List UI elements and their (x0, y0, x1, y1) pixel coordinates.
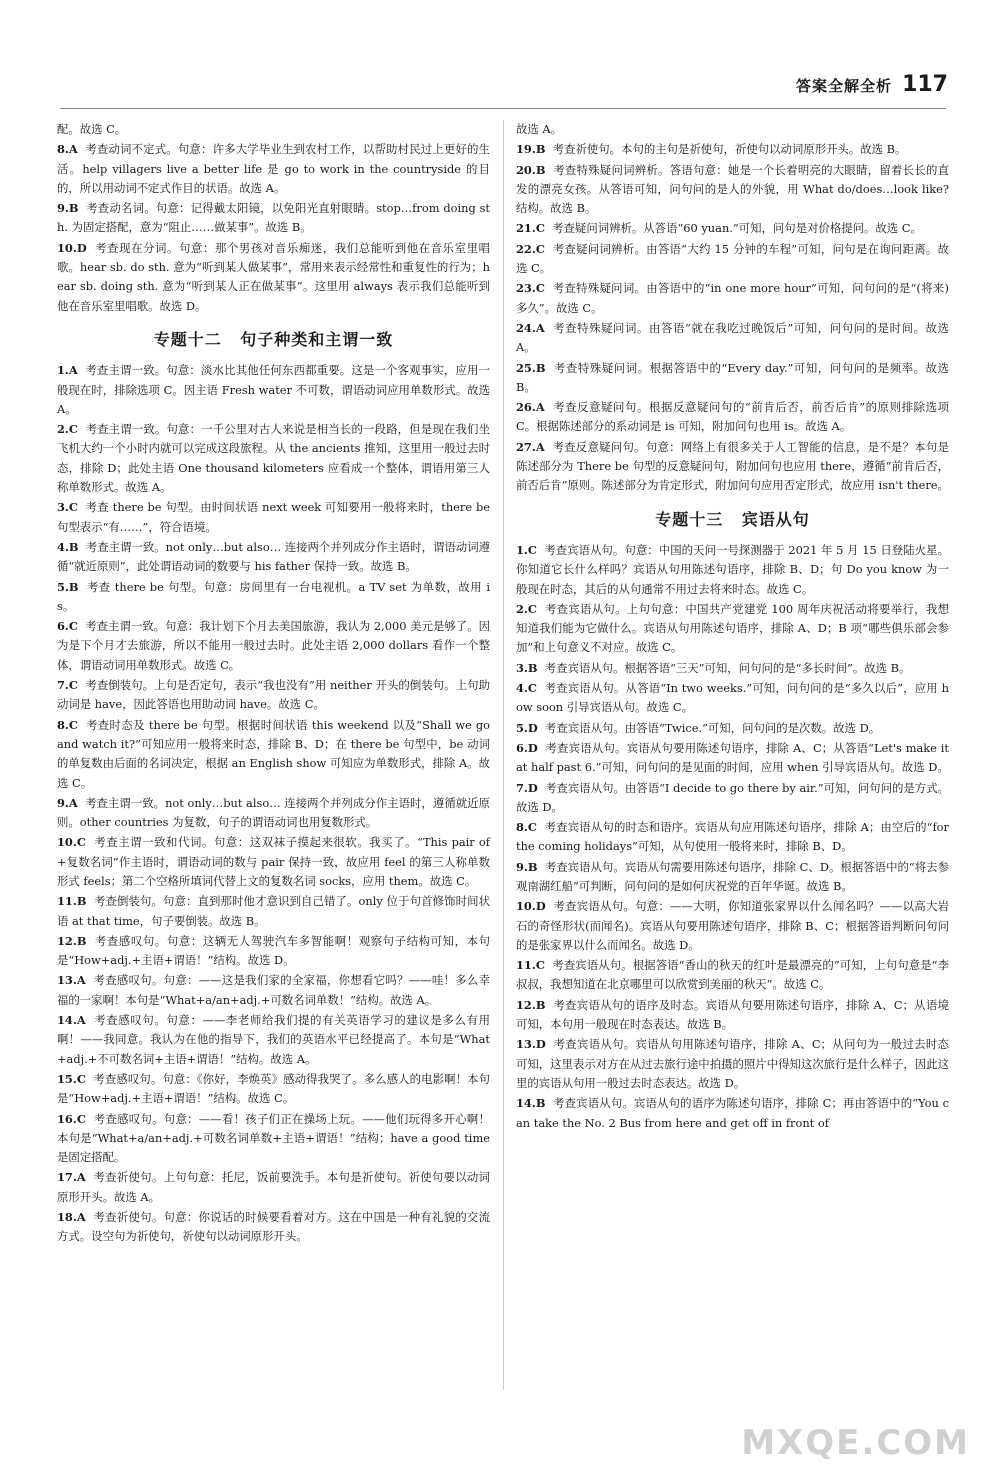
answer-explanation: 考查宾语从句。句意：——大明，你知道张家界以什么闻名吗？——以高大岩石的奇怪形状(而闻名)。宾语从句要用陈述句语序，排除 B、C；根据答语判断问句问的是张家界以什么而闻名。故选 D。 (516, 899, 949, 952)
answer-entry (516, 897, 949, 955)
answer-entry (57, 1208, 490, 1247)
answer-number: 14.B (516, 1096, 546, 1111)
answer-number: 7.C (57, 678, 78, 693)
answer-explanation: 考查疑问词辨析。从答语“60 yuan.”可知，问句是对价格提问。故选 C。 (552, 221, 922, 236)
section-heading-12 (57, 330, 490, 349)
answer-entry (57, 833, 490, 891)
answer-entry (516, 956, 949, 995)
section-title: 宾语从句 (741, 509, 810, 529)
answer-number: 8.C (516, 820, 537, 835)
answer-explanation: 考查感叹句。句意：——这是我们家的全家福，你想看它吗？——哇！多么幸福的一家啊！本句是“What+a/an+adj.+可数名词单数！”结构。故选 A。 (57, 973, 490, 1007)
answer-entry (516, 438, 949, 496)
answer-number: 9.B (57, 201, 79, 216)
answer-explanation: 考查感叹句。句意：——看！孩子们正在操场上玩。——他们玩得多开心啊！本句是“What+a/an+adj.+可数名词单数+主语+谓语！”结构；have a good time 是固定搭配。 (57, 1111, 490, 1165)
answer-entry (516, 659, 949, 678)
answer-number: 12.B (57, 933, 87, 948)
answer-number: 5.D (516, 720, 538, 735)
answer-entry (57, 498, 490, 537)
answer-number: 1.A (57, 363, 78, 378)
answer-number: 5.B (57, 579, 79, 594)
answer-explanation: 考查宾语从句。宾语从句的语序为陈述句语序，排除 C；再由答语中的“You can take the No. 2 Bus from here and get off in front of (516, 1096, 949, 1130)
answer-number: 10.D (57, 240, 87, 255)
answer-explanation: 故选 A。 (516, 122, 563, 136)
answer-entry (57, 1168, 490, 1207)
header-rule (60, 108, 946, 109)
answer-entry (516, 996, 949, 1035)
section-number: 专题十三 (655, 509, 724, 529)
answer-explanation: 考查宾语从句。上句句意：中国共产党建党 100 周年庆祝活动将要举行，我想知道我们能为它做什么。宾语从句用陈述句语序，排除 A、D；B 项“哪些俱乐部会参加”和上句意义不对应。故选 C。 (516, 601, 949, 655)
answer-number: 14.A (57, 1013, 86, 1028)
answer-number: 26.A (516, 400, 545, 415)
answer-number: 22.C (516, 241, 545, 256)
answer-number: 7.D (516, 780, 538, 795)
answer-explanation: 配。故选 C。 (57, 122, 127, 136)
answer-number: 6.C (57, 619, 78, 634)
answer-number: 19.B (516, 142, 546, 157)
answer-explanation: 考查祈使句。本句的主句是祈使句，祈使句以动词原形开头。故选 B。 (552, 142, 907, 157)
answer-explanation: 考查祈使句。句意：你说话的时候要看着对方。这在中国是一种有礼貌的交流方式。设空句为祈使句，祈使句以动词原形开头。 (57, 1210, 490, 1244)
left-top-entries (57, 120, 490, 316)
answer-explanation: 考查宾语从句。从答语“In two weeks.”可知，问句问的是“多久以后”，应用 how soon 引导宾语从句。故选 C。 (516, 681, 949, 715)
answer-explanation: 考查特殊疑问词。由答语中的“in one more hour”可知，问句问的是“(将来)多久”。故选 C。 (516, 281, 949, 315)
answer-explanation: 考查现在分词。句意：那个男孩对音乐痴迷，我们总能听到他在音乐室里唱歌。hear sb. do sth. 意为“听到某人做某事”，常用来表示经常性和重复性的行为；hear sb. doing sth. 意为“听到某人正在做某事”。这里用 always 表示我们总能听到他在音乐室里唱歌。故选 D。 (57, 240, 490, 313)
answer-entry (516, 1094, 949, 1133)
answer-number: 3.B (516, 660, 538, 675)
answer-entry (57, 420, 490, 497)
answer-entry (57, 538, 490, 577)
answer-number: 4.C (516, 681, 537, 696)
answer-number: 9.A (57, 795, 78, 810)
answer-entry (57, 1070, 490, 1109)
answer-entry (57, 971, 490, 1010)
answer-entry (57, 676, 490, 715)
answer-entry (516, 161, 949, 219)
answer-number: 23.C (516, 281, 545, 296)
answer-entry (516, 679, 949, 718)
answer-explanation: 考查感叹句。句意：——李老师给我们提的有关英语学习的建议是多么有用啊！——我同意。我认为在他的指导下，我们的英语水平已经提高了。本句是“What+adj.+不可数名词+主语+谓语！”结构。故选 A。 (57, 1013, 490, 1066)
answer-entry (57, 1110, 490, 1168)
answer-number: 10.C (57, 835, 86, 850)
answer-entry (57, 892, 490, 931)
answer-explanation: 考查特殊疑问词。根据答语中的“Every day.”可知，问句问的是频率。故选 B。 (516, 360, 950, 394)
answer-explanation: 考查宾语从句。根据答语“香山的秋天的红叶是最漂亮的”可知，上句句意是“李叔叔，我想知道在北京哪里可以欣赏到美丽的秋天”。故选 C。 (516, 958, 949, 992)
answer-entry (516, 1035, 949, 1093)
answer-entry (516, 319, 949, 358)
answer-entry (57, 199, 490, 238)
answer-entry (516, 541, 949, 599)
section-title: 句子种类和主谓一致 (240, 329, 394, 349)
answer-explanation: 考查动词不定式。句意：许多大学毕业生到农村工作，以帮助村民过上更好的生活。help villagers live a better life 是 go to work in the countryside 的目的，所以用动词不定式作目的状语。故选 A。 (57, 142, 490, 195)
answer-number: 11.B (57, 894, 87, 909)
answer-number: 11.C (516, 958, 545, 973)
answer-entry (57, 120, 490, 139)
answer-explanation: 考查宾语从句。宾语从句要用陈述句语序，排除 A、C；从答语“Let's make it at half past 6.”可知，问句问的是见面的时间，应用 when 引导宾语从句。故选 D。 (516, 740, 949, 775)
answer-explanation: 考查主谓一致。not only…but also… 连接两个并列成分作主语时，遵循就近原则。other countries 为复数，句子的谓语动词也用复数形式。 (57, 795, 490, 830)
section-number: 专题十二 (153, 329, 222, 349)
answer-entry (57, 361, 490, 419)
answer-explanation: 考查倒装句。句意：直到那时他才意识到自己错了。only 位于句首修饰时间状语 at that time，句子要倒装。故选 B。 (57, 894, 490, 928)
answer-explanation: 考查宾语从句。宾语从句用陈述句语序，排除 A、C；从问句为一般过去时态可知，这里表示对方在从过去旅行途中拍摄的照片中得知这次旅行是什么样子，因此这里的宾语从句用一般过去时态表达。故选 D。 (516, 1037, 949, 1090)
answer-number: 4.B (57, 539, 79, 554)
right-top-entries (516, 120, 949, 496)
answer-number: 2.C (57, 422, 78, 437)
answer-number: 15.C (57, 1071, 86, 1086)
answer-entry (516, 140, 949, 159)
answer-explanation: 考查疑问词辨析。由答语“大约 15 分钟的车程”可知，问句是在询问距离。故选 C。 (516, 241, 949, 276)
answer-number: 13.D (516, 1037, 546, 1052)
answer-entry (57, 140, 490, 198)
answer-entry (516, 279, 949, 318)
answer-explanation: 考查主谓一致。句意：我计划下个月去美国旅游，我认为 2,000 美元是够了。因为是下个月才去旅游，所以不能用一般过去时。此处主语 2,000 dollars 看作一个整体，谓语动词用单数形式。故选 C。 (57, 619, 490, 672)
answer-number: 17.A (57, 1170, 86, 1185)
answer-number: 24.A (516, 320, 545, 335)
answer-explanation: 考查祈使句。上句句意：托尼，饭前要洗手。本句是祈使句。祈使句要以动词原形开头。故选 A。 (57, 1170, 490, 1204)
answer-explanation: 考查宾语从句。句意：中国的天问一号探测器于 2021 年 5 月 15 日登陆火星。你知道它长什么样吗？宾语从句用陈述句语序，排除 B、D；句 Do you know 为一般现在时态，其后的从句通常不用过去将来时态。故选 C。 (516, 542, 949, 596)
section-13-entries (516, 541, 949, 1133)
section-heading-13 (516, 510, 949, 529)
answer-number: 13.A (57, 973, 86, 988)
answer-entry (57, 617, 490, 675)
answer-number: 8.A (57, 142, 78, 157)
page-header (796, 72, 948, 97)
answer-explanation: 考查反意疑问句。根据反意疑问句的“前肯后否，前否后肯”的原则排除选项 C。根据陈述部分的系动词是 is 可知，附加问句也用 is。故选 A。 (516, 400, 949, 434)
answer-number: 3.C (57, 500, 78, 515)
right-column (516, 120, 949, 1134)
answer-number: 10.D (516, 899, 546, 914)
answer-explanation: 考查主谓一致和代词。句意：这双袜子摸起来很软。我买了。“This pair of+复数名词”作主语时，谓语动词的数与 pair 保持一致，故应用 feel 的第三人称单数形式 feels；第二个空格所填词代替上文的复数名词 socks，应用 them。故选 C。 (57, 835, 491, 888)
watermark: MXQE.COM (741, 1423, 970, 1463)
answer-explanation: 考查感叹句。句意：《你好，李焕英》感动得我哭了。多么感人的电影啊！本句是“How+adj.+主语+谓语！”结构。故选 C。 (57, 1071, 490, 1106)
answer-entry (57, 1011, 490, 1069)
answer-number: 21.C (516, 221, 545, 236)
answer-explanation: 考查 there be 句型。句意：房间里有一台电视机。a TV set 为单数，故用 is。 (57, 579, 490, 613)
answer-entry (516, 398, 949, 437)
answer-explanation: 考查特殊疑问词辨析。答语句意：她是一个长着明亮的大眼睛，留着长长的直发的漂亮女孩。从答语可知，问句问的是人的外貌，用 What do/does…look like? 结构。故选 B。 (516, 162, 949, 216)
answer-entry (516, 219, 949, 238)
answer-entry (57, 239, 490, 316)
answer-number: 12.B (516, 997, 546, 1012)
answer-entry (516, 719, 949, 738)
answer-number: 27.A (516, 439, 545, 454)
answer-explanation: 考查时态及 there be 句型。根据时间状语 this weekend 以及“Shall we go and watch it?”可知应用一般将来时态，排除 B、D；在 there be 句型中，be 动词的单复数由后面的名词决定，根据 an English show 可知应为单数形式，排除 A。故选 C。 (57, 717, 490, 790)
answer-number: 8.C (57, 717, 78, 732)
answer-number: 2.C (516, 601, 537, 616)
answer-entry (516, 240, 949, 279)
answer-entry (57, 716, 490, 793)
answer-explanation: 考查倒装句。上句是否定句，表示“我也没有”用 neither 开头的倒装句。上句助动词是 have，因此答语也用助动词 have。故选 C。 (57, 678, 490, 712)
answer-number: 16.C (57, 1111, 86, 1126)
answer-explanation: 考查 there be 句型。由时间状语 next week 可知要用一般将来时，there be 句型表示“有……”，符合语境。 (57, 500, 490, 534)
answer-explanation: 考查宾语从句。由答语“Twice.”可知，问句问的是次数。故选 D。 (545, 720, 881, 735)
answer-explanation: 考查主谓一致。not only…but also… 连接两个并列成分作主语时，谓语动词遵循“就近原则”，此处谓语动词的数要与 his father 保持一致。故选 B。 (57, 539, 491, 574)
answer-explanation: 考查动名词。句意：记得戴太阳镜，以免阳光直射眼睛。stop…from doing sth. 为固定搭配，意为“阻止……做某事”。故选 B。 (57, 201, 490, 235)
section-12-entries (57, 361, 490, 1246)
answer-entry (516, 818, 949, 857)
answer-explanation: 考查宾语从句。由答语“I decide to go there by air.”可知，问句问的是方式。故选 D。 (516, 780, 950, 814)
header-label: 答案全解全析 (796, 77, 893, 95)
answer-explanation: 考查宾语从句。宾语从句需要用陈述句语序，排除 C、D。根据答语中的“将去参观南湖红船”可判断，问句问的是如何庆祝党的百年华诞。故选 B。 (516, 859, 949, 893)
answer-number: 20.B (516, 162, 546, 177)
answer-number: 9.B (516, 859, 538, 874)
answer-entry (57, 932, 490, 971)
column-divider (503, 120, 504, 1390)
answer-entry (516, 739, 949, 778)
answer-explanation: 考查主谓一致。句意：一千公里对古人来说是相当长的一段路，但是现在我们坐飞机大约一个小时内就可以完成这段旅程。从 the ancients 推知，这里用一般过去时态，排除 D；此处主语 One thousand kilometers 应看成一个整体，谓语用第三人称单数形式。故选 A。 (57, 422, 490, 495)
answer-explanation: 考查特殊疑问词。由答语“就在我吃过晚饭后”可知，问句问的是时间。故选 A。 (516, 320, 949, 355)
left-column (57, 120, 490, 1248)
answer-number: 18.A (57, 1210, 86, 1225)
answer-explanation: 考查感叹句。句意：这辆无人驾驶汽车多智能啊！观察句子结构可知，本句是“How+adj.+主语+谓语！”结构。故选 D。 (57, 933, 490, 968)
answer-entry (516, 779, 949, 818)
answer-number: 6.D (516, 740, 538, 755)
answer-number: 1.C (516, 542, 537, 557)
page-number: 117 (902, 72, 948, 97)
answer-entry (516, 858, 949, 897)
answer-explanation: 考查宾语从句的时态和语序。宾语从句应用陈述句语序，排除 A；由空后的“for the coming holidays”可知，从句使用一般将来时，排除 B、D。 (516, 820, 949, 854)
answer-explanation: 考查反意疑问句。句意：网络上有很多关于人工智能的信息，是不是？本句是陈述部分为 There be 句型的反意疑问句，附加问句也应用 there，遵循“前肯后否，前否后肯”原则。陈述部分为肯定形式，附加问句应用否定形式，故应用 isn't there。 (516, 439, 949, 493)
answer-entry (57, 794, 490, 833)
answer-explanation: 考查宾语从句的语序及时态。宾语从句要用陈述句语序，排除 A、C；从语境可知，本句用一般现在时态表达。故选 B。 (516, 997, 949, 1032)
answer-entry (516, 600, 949, 658)
answer-number: 25.B (516, 360, 546, 375)
answer-entry (516, 359, 949, 398)
answer-explanation: 考查宾语从句。根据答语“三天”可知，问句问的是“多长时间”。故选 B。 (544, 660, 911, 675)
answer-entry (57, 578, 490, 617)
answer-explanation: 考查主谓一致。句意：淡水比其他任何东西都重要。这是一个客观事实，应用一般现在时，排除选项 C。因主语 Fresh water 不可数，谓语动词应用单数形式。故选 A。 (57, 363, 490, 416)
answer-entry (516, 120, 949, 139)
